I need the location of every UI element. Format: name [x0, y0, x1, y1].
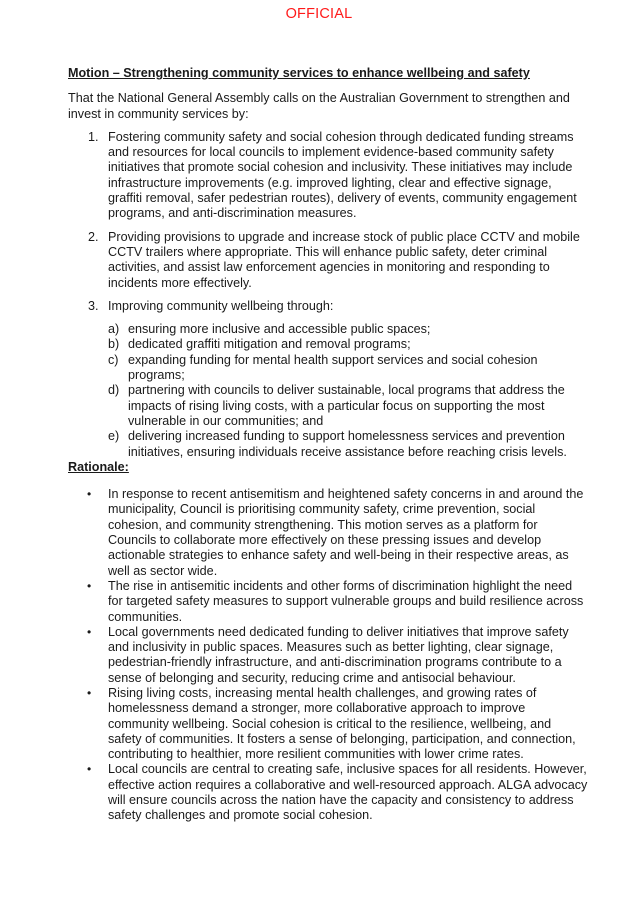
subitem-letter: d) [108, 383, 120, 398]
subitem-c [108, 353, 588, 384]
rationale-title: Rationale: [68, 459, 129, 474]
subitem-letter: a) [108, 322, 120, 337]
document-body [68, 66, 588, 824]
item-text: Fostering community safety and social cohesion through dedicated funding streams and resources for local councils to implement evidence-based community safety initiatives that promote social cohesion and inclusivity. These initiatives may include infrastructure improvements (e.g. improved lighting, clear and effective signage, graffiti removal, safer pedestrian routes), delivery of events, community engagement programs, and anti-discrimination measures. [108, 129, 577, 221]
rationale-text: Local councils are central to creating safe, inclusive spaces for all residents. However, effective action requires a collaborative and well-resourced approach. ALGA advocacy will ensure councils across the nation have the capacity and consistency to address safety challenges and promote social cohesion. [108, 762, 588, 823]
item-number: 2. [88, 229, 99, 244]
bullet-icon: • [87, 762, 92, 777]
subitem-text: ensuring more inclusive and accessible public spaces; [128, 322, 431, 337]
rationale-point [68, 686, 588, 762]
bullet-icon: • [87, 685, 92, 700]
rationale-point [68, 579, 588, 625]
subitem-text: expanding funding for mental health support services and social cohesion programs; [128, 352, 538, 383]
rationale-point [68, 487, 588, 579]
motion-intro: That the National General Assembly calls on the Australian Government to strengthen and invest in community services by: [68, 91, 570, 121]
item-text: Providing provisions to upgrade and increase stock of public place CCTV and mobile CCTV trailers where appropriate. This will enhance public safety, deter criminal activities, and assist law enforcement agencies in monitoring and responding to incidents more effectively. [108, 229, 580, 290]
rationale-point [68, 625, 588, 686]
subitem-text: dedicated graffiti mitigation and removal programs; [128, 337, 411, 352]
motion-item-2 [68, 230, 588, 291]
rationale-text: In response to recent antisemitism and heightened safety concerns in and around the municipality, Council is prioritising community safety, crime prevention, social cohesion, and community strengthening. This motion serves as a platform for Councils to collaborate more effectively on these pressing issues and develop actionable strategies to enhance safety and well-being in their respective areas, as well as sector wide. [108, 487, 584, 578]
rationale-text: Rising living costs, increasing mental health challenges, and growing rates of homelessness demand a stronger, more collaborative approach to improve community wellbeing. Social cohesion is critical to the resilience, wellbeing, and safety of communities. It fosters a sense of belonging, participation, and connection, contributing to healthier, more resilient communities with lower crime rates. [108, 685, 576, 762]
motion-item-3 [68, 299, 588, 460]
bullet-icon: • [87, 578, 92, 593]
item-text: Improving community wellbeing through: [108, 298, 334, 313]
subitem-text: delivering increased funding to support homelessness services and prevention initiatives, ensuring individuals receive assistance before reaching crisis levels. [128, 429, 567, 459]
motion-items-list [68, 130, 588, 460]
subitem-text: partnering with councils to deliver sustainable, local programs that address the impacts of rising living costs, with a particular focus on supporting the most vulnerable in our communities; and [128, 383, 565, 428]
subitem-letter: e) [108, 429, 120, 444]
rationale-list [68, 487, 588, 824]
bullet-icon: • [87, 487, 92, 502]
item-number: 3. [88, 298, 99, 313]
subitem-letter: c) [108, 352, 119, 367]
rationale-point [68, 762, 588, 823]
wellbeing-subitems-list [108, 322, 588, 460]
rationale-text: The rise in antisemitic incidents and other forms of discrimination highlight the need for targeted safety measures to support vulnerable groups and build resilience across communities. [108, 578, 584, 624]
rationale-text: Local governments need dedicated funding to deliver initiatives that improve safety and inclusivity in public spaces. Measures such as better lighting, clear signage, pedestrian-friendly infrastructure, and anti-discrimination programs contribute to a sense of belonging and security, reducing crime and antisocial behaviour. [108, 624, 569, 685]
item-number: 1. [88, 129, 99, 144]
subitem-letter: b) [108, 337, 120, 352]
subitem-e [108, 429, 588, 460]
subitem-a [108, 322, 588, 337]
classification-label: OFFICIAL [285, 6, 353, 22]
subitem-b [108, 337, 588, 352]
motion-item-1 [68, 130, 588, 222]
subitem-d [108, 383, 588, 429]
bullet-icon: • [87, 624, 92, 639]
motion-title: Motion – Strengthening community services to enhance wellbeing and safety [68, 66, 530, 80]
